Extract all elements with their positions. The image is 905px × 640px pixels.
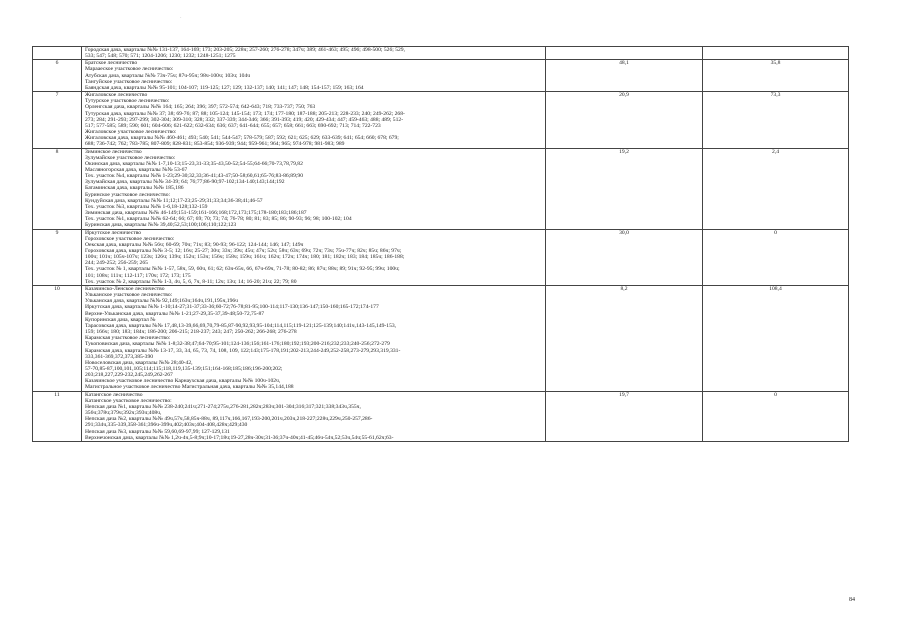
table-row (33, 60, 849, 92)
description-line: Тукоповиская дача, кварталы №№ 1-8;32-38;47;64-70;95-101;124-136;156;161-176;180;192;193;200-216;232;233;240-256;272-279 (85, 341, 390, 348)
description-line: 333,361-369,372,373,385-390 (85, 353, 154, 360)
description-line: 533; 547; 548; 570; 571; 1204-1206; 1230; 1232; 1248-1251; 1275 (85, 53, 236, 60)
description-line: Оекская дача, кварталы №№ 56ч; 60-69; 70ч; 71ч; 83; 90-93; 96-122; 124-144; 146; 147; 149ч (85, 241, 304, 248)
description-line: Жигаловская дача, кварталы №№ 460-461; 493; 540; 541; 544-547; 578-579; 587; 592; 621; 625; 629; 633-639; 641; 654; 660; 678; 679; (85, 135, 399, 142)
value-column-2: 35,8 (703, 60, 849, 92)
row-number: 10 (33, 285, 82, 391)
description-line: Тех. участок №1, кварталы №№ 62-64; 66; 67; 69; 70; 73; 74; 76-78; 80; 81; 83; 85; 86; 90-93; 96; 98; 100-102; 104 (85, 216, 352, 223)
scan-mark: · (180, 16, 182, 21)
row-description (82, 148, 546, 229)
row-description (82, 391, 546, 441)
description-line: Городская дача, кварталы №№ 131-137, 164-169; 173; 203-205; 228ч; 257-260; 276-278; 347ч; 389; 461-463; 495; 496; 498-500; 526; 529, (85, 47, 405, 53)
description-line: 356ч;378ч;379ч;392ч;393ч;408ч, (85, 410, 162, 417)
description-line: Окинская дача, кварталы №№ 1-7,10-13;15-23,31-33;35-43,50-52;54-55;64-66;70-73,78,79,82 (85, 160, 303, 167)
value-column-2: 0 (703, 229, 849, 285)
description-line: Зулумайское участковое лесничество: (85, 154, 176, 161)
description-line: Масляногорская дача, кварталы №№ 53-67 (85, 166, 188, 173)
description-line: Непская дача №2, кварталы №№ 49ч,57ч,58,85ч-88ч, 89,117ч,166,167,193-200,201ч,203ч,218-227;228ч,229ч,250-257,286- (85, 416, 373, 423)
table-row (33, 229, 849, 285)
table-row (33, 285, 849, 391)
row-number: 9 (33, 229, 82, 285)
table-row (33, 47, 849, 60)
value-column-2: 0 (703, 391, 849, 441)
row-description (82, 229, 546, 285)
value-column-1: 48,1 (546, 60, 703, 92)
description-line: Зиминская дача, кварталы №№ 46-149;151-159;161-166;168;172,173;175;178-180;183;186;187 (85, 210, 307, 217)
description-line: Жигаловское участковое лесничество: (85, 129, 177, 136)
row-description (82, 47, 546, 60)
table-row (33, 92, 849, 148)
description-line: 244; 249-252; 256-259; 265 (85, 260, 148, 267)
description-line: Баяндская дача, кварталы №№ 95-101; 104-107; 119-125; 127; 129; 132-137; 140; 141; 147; 148; 154-157; 159; 163; 164 (85, 84, 364, 91)
description-line: Братское лесничество (85, 60, 138, 67)
table-row (33, 391, 849, 441)
description-line: Атубская дача, кварталы №№ 73ч-75ч; 87ч-95ч; 98ч-100ч; 103ч; 104ч (85, 72, 251, 79)
row-number: 6 (33, 60, 82, 92)
value-column-2 (703, 47, 849, 60)
description-line: Тех. участок № 1, кварталы №№ 1-57, 58ч, 59, 60ч, 61; 62; 63ч-65ч, 66, 67ч-69ч, 71-78; 80-82; 86; 87ч; 88ч; 89; 91ч; 92-95; 99ч; 100ч; (85, 266, 400, 273)
description-line: Магистральное участковое лесничество Магистральная дача, кварталы №№ 35,144,188 (85, 384, 294, 391)
description-line: Марааеское участковое лесничество: (85, 66, 174, 73)
description-line: Гороховское участковое лесничество: (85, 235, 175, 242)
value-column-2: 108,4 (703, 285, 849, 391)
value-column-1: 30,0 (546, 229, 703, 285)
description-line: Тутурское участковое лесничество: (85, 98, 170, 105)
description-line: Тарасовская дача, кварталы №№ 17,48,13-39,66,69,70,79-85,87-90,92,93,95-104;114,115;119-121;125-139;140;141ч,143-145,149-153, (85, 322, 397, 329)
description-line: Тутурская дача, кварталы №№ 37; 38; 69-76; 87; 88; 105-124; 145-154; 173; 174; 177-180; 187-188; 205-213; 228-233; 240; 249-262; 268- (85, 110, 405, 117)
value-column-1: 20,9 (546, 92, 703, 148)
description-line: 291;334ч,335-339,358-361;396ч-399ч,402;403ч;404-408,428ч;429;430 (85, 422, 248, 429)
description-line: Ульканское участковое лесничество: (85, 292, 173, 299)
row-number (33, 47, 82, 60)
row-description (82, 60, 546, 92)
description-line: Зулумайская дача, кварталы №№ 34-39; 64; 76;77;86-90;97-102;134-140;143;144;192 (85, 179, 285, 186)
description-line: Тех. участок №3, кварталы №№ 1-6,18-128;132-159 (85, 203, 208, 210)
description-line: Непская дача №1, кварталы №№ 238-240;241ч;271-274;275ч,276-281,282ч;283ч;301-304;316;317;321;338;343ч,355ч, (85, 403, 361, 410)
description-line: Тех. участок № 2, кварталы №№ 1-3, 4ч, 5, 6, 7ч, 8-11; 12ч; 13ч; 14; 16-20; 21ч; 22; 79; 80 (85, 278, 297, 285)
description-line: 203;218,227,229-232,245,249,262-267 (85, 372, 173, 379)
description-line: Гороховская дача, кварталы №№ 3-5; 12; 16ч; 25-27; 30ч; 33ч; 39ч; 45ч; 47ч; 52ч; 58ч; 63ч; 69ч; 72ч; 73ч; 75ч-77ч; 82ч; 85ч; 86ч; 97ч; (85, 248, 402, 254)
row-description (82, 285, 546, 391)
description-line: Карамская дача, кварталы №№ 13-17, 33, 34, 65, 73, 74, 108, 109, 122;143;175-178,191;202-213,244-249,252-258,273-279,293,319,331- (85, 347, 401, 354)
table-row (33, 148, 849, 229)
description-line: Верхне-Ульканская дача, кварталы №№ 1-21;27-29,35-37,39-48;50-72,75-87 (85, 310, 265, 317)
description-line: Казачинское участковое лесничество Карнаухская дача, кварталы №№ 100ч-102ч, (85, 378, 281, 385)
description-line: Тех. участок №4, кварталы №№ 1-23;29-30;32,33;36-41;43-47;50-58;60,61;65-76;83-86;89;90 (85, 173, 304, 180)
description-line: Орленгская дача, кварталы №№ 164; 165; 264; 396; 397; 572-574; 642-643; 718; 733-737; 750; 763 (85, 104, 316, 111)
description-line: Казачинско-Ленское лесничество (85, 285, 165, 292)
forestry-table (32, 46, 849, 442)
description-line: Верхнечонская дача, кварталы №№ 1,2ч-4ч,5-8;9ч;10-17;18ч;19-27,28ч-30ч;31-36;37ч-40ч;41-45;46ч-54ч,52;53ч,54ч;55-61,62ч;63- (85, 434, 394, 441)
description-line: Тангуйское участковое лесничество: (85, 78, 173, 85)
description-line: 517; 577-585; 589; 590; 601; 604-606; 621-622; 632-634; 636; 637; 641-644; 655; 657; 658; 661; 663; 690-692; 713; 714; 722-723 (85, 122, 381, 129)
description-line: Иркутское лесничество (85, 229, 142, 236)
description-line: Катангское лесничество (85, 391, 143, 398)
description-line: Карамская участковое лесничество: (85, 335, 171, 342)
table-body (33, 47, 849, 442)
row-number: 11 (33, 391, 82, 441)
description-line: Катангское участковое лесничество: (85, 397, 172, 404)
description-line: Новоселовская дача, кварталы №№ 28;40-42, (85, 359, 193, 366)
description-line: 100ч; 101ч; 105ч-107ч; 123ч; 126ч; 139ч; 152ч; 153ч; 156ч; 158ч; 159ч; 161ч; 162ч; 172ч; 174ч; 180; 181; 182ч; 183; 184; 185ч; 186-188; (85, 254, 405, 261)
value-column-2: 73,3 (703, 92, 849, 148)
description-line: Батаминская дача, кварталы №№ 185,186 (85, 185, 184, 192)
description-line: Ульканская дача, кварталы №№ 92,149;163ч;164ч,191,195ч,196ч (85, 298, 238, 305)
description-line: 273; 284; 291-293; 297-299; 302-304; 309-310; 328; 332; 337-339; 344-346; 366; 391-393; 419; 420; 429-434; 447; 459-463; 488; 489; 512- (85, 116, 404, 123)
value-column-1 (546, 47, 703, 60)
value-column-1: 19,7 (546, 391, 703, 441)
value-column-2: 2,4 (703, 148, 849, 229)
description-line: Жигаловское лесничество (85, 92, 148, 99)
description-line: Иркутская дача, кварталы №№ 1-10;14-27;31-37;33-36;60-72;76-78;81-95;100-114;117-130;136-147;150-160;165-172;174-177 (85, 304, 379, 311)
description-line: Буринское участковое лесничество: (85, 191, 171, 198)
description-line: 101; 108ч; 111ч; 112-117; 170ч; 172; 173; 175 (85, 272, 191, 279)
description-line: 57-70,85-87,100,101,105;114;115;118,119,135-139;151;164-168;185;186;196-200;202; (85, 365, 283, 372)
value-column-1: 8,2 (546, 285, 703, 391)
row-number: 8 (33, 148, 82, 229)
description-line: Непская дача №3, кварталы №№ 59,60,69-97,99; 127-129,131 (85, 428, 230, 435)
description-line: 159; 166ч; 180; 183; 184ч; 186-200; 206-215; 218-237; 243; 247; 250-262; 266-268; 276-278 (85, 329, 297, 336)
description-line: Купоринская дача, квартал № (85, 316, 156, 323)
description-line: 688; 736-742; 762; 783-785; 807-809; 828-831; 853-854; 936-939; 944; 959-961; 964; 965; 974-978; 981-983; 989 (85, 141, 345, 148)
description-line: Кундуйская дача, кварталы №№ 11;12;17-23;25-29;31;33;34;36-38;41;46-57 (85, 197, 263, 204)
description-line: Зиминское лесничество (85, 148, 142, 155)
row-number: 7 (33, 92, 82, 148)
description-line: Буринская дача, кварталы №№ 39,40;52,53;100;106;110;122;123 (85, 222, 237, 229)
row-description (82, 92, 546, 148)
page-number: 84 (849, 597, 855, 603)
value-column-1: 19,2 (546, 148, 703, 229)
